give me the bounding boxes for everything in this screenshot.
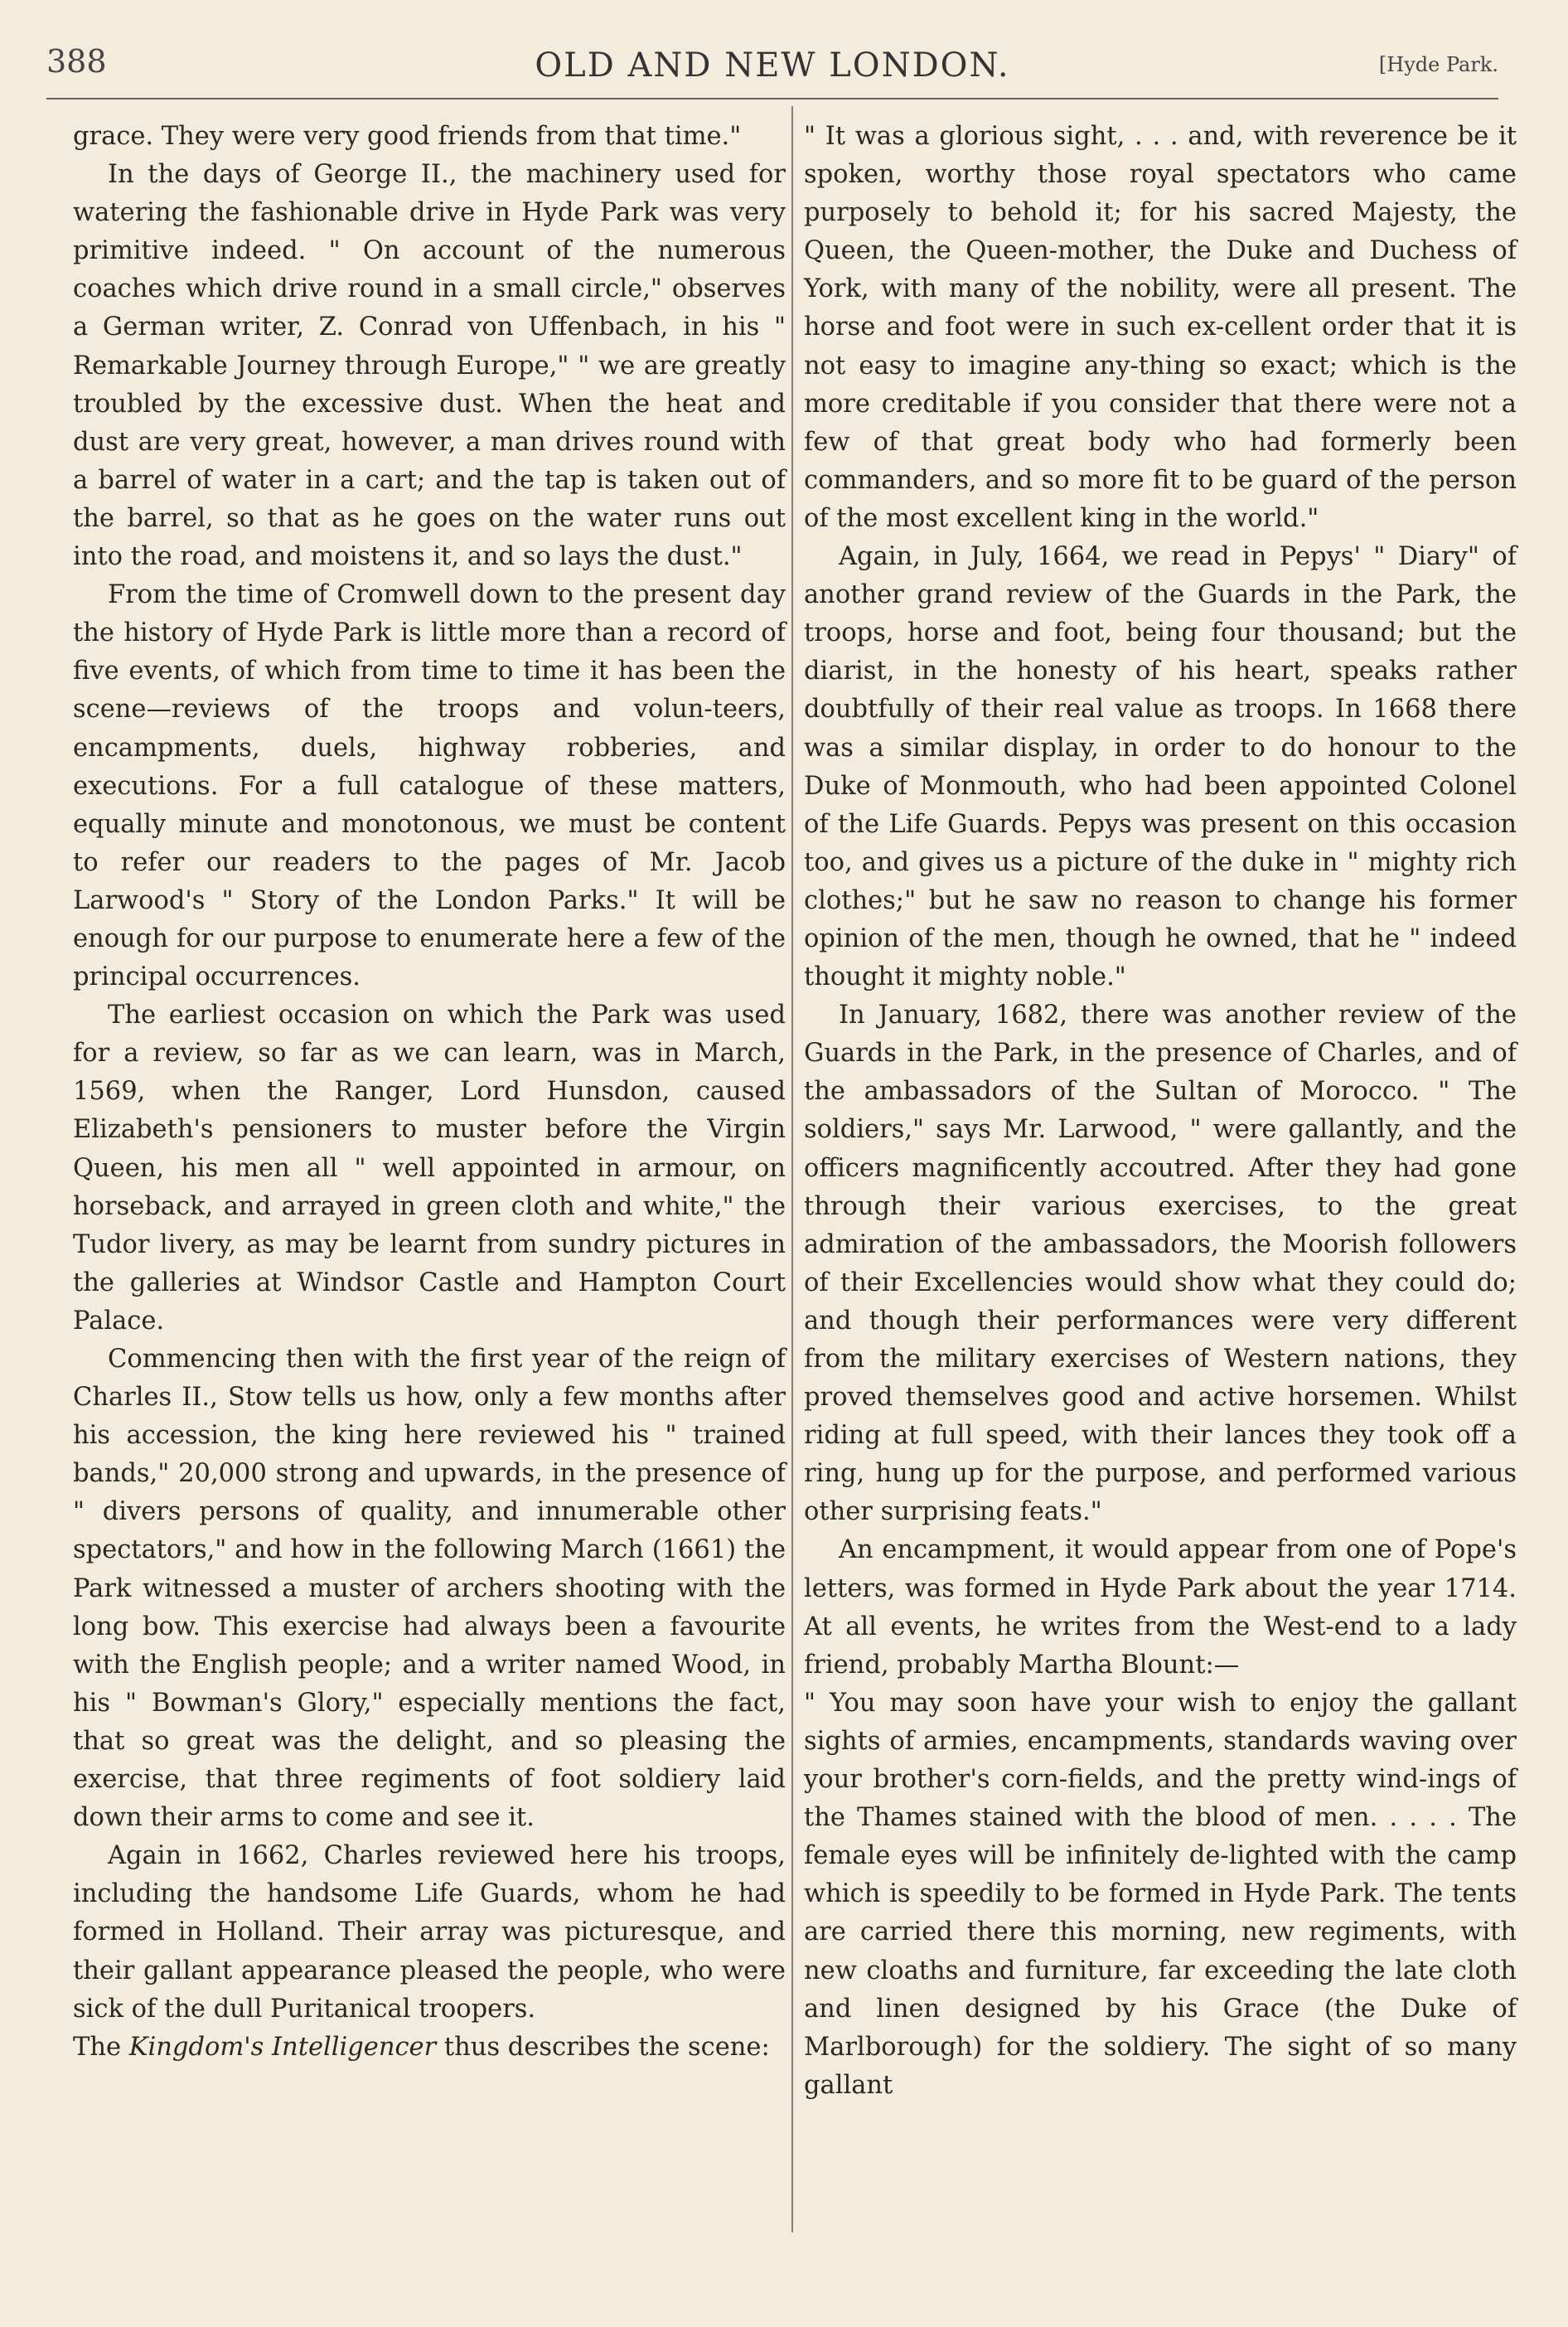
paragraph: Again, in July, 1664, we read in Pepys' " Diary" of another grand review of the Guards in the Park, the troops, horse and foot, being four thousand; but the diarist, in the honesty of his heart, speaks rather doubtfully of their real value as troops. In 1668 there was a similar display, in order to do honour to the Duke of Monmouth, who had been appointed Colonel of the Life Guards. Pepys was present on this occasion too, and gives us a picture of the duke in " mighty rich clothes;" but he saw no reason to change his former opinion of the men, though he owned, that he " indeed thought it mighty noble." xyxy=(804,542,1517,992)
paragraph: " It was a glorious sight, . . . and, with reverence be it spoken, worthy those royal spectators who came purposely to behold it; for his sacred Majesty, the Queen, the Queen-mother, the Duke and Duchess of York, with many of the nobility, were all present. The horse and foot were in such ex-cellent order that it is not easy to imagine any-thing so exact; which is the more creditable if you consider that there were not a few of that great body who had formerly been commanders, and so more fit to be guard of the person of the most excellent king in the world." xyxy=(804,122,1517,533)
left-column xyxy=(73,118,786,2067)
text-fragment: The xyxy=(73,2032,122,2062)
page-number: 388 xyxy=(46,43,107,80)
right-column xyxy=(804,118,1517,2105)
section-label: [Hyde Park. xyxy=(1378,53,1498,76)
running-header xyxy=(46,41,1498,91)
paragraph: " You may soon have your wish to enjoy the gallant sights of armies, encampments, standards waving over your brother's corn-fields, and the pretty wind-ings of the Thames stained with the blood of men. . . . . The female eyes will be infinitely de-lighted with the camp which is speedily to be formed in Hyde Park. The tents are carried there this morning, new regiments, with new cloaths and furniture, far exceeding the late cloth and linen designed by his Grace (the Duke of Marlborough) for the soldiery. The sight of so many gallant xyxy=(804,1688,1517,2100)
paragraph: Commencing then with the first year of the reign of Charles II., Stow tells us how, only a few months after his accession, the king here reviewed his " trained bands," 20,000 strong and upwards, in the presence of " divers persons of quality, and innumerable other spectators," and how in the following March (1661) the Park witnessed a muster of archers shooting with the long bow. This exercise had always been a favourite with the English people; and a writer named Wood, in his " Bowman's Glory," especially mentions the fact, that so great was the delight, and so pleasing the exercise, that three regiments of foot soldiery laid down their arms to come and see it. xyxy=(73,1345,786,1833)
header-rule xyxy=(46,98,1498,99)
paragraph: The earliest occasion on which the Park was used for a review, so far as we can learn, was in March, 1569, when the Ranger, Lord Hunsdon, caused Elizabeth's pensioners to muster before the Virgin Queen, his men all " well appointed in armour, on horseback, and arrayed in green cloth and white," the Tudor livery, as may be learnt from sundry pictures in the galleries at Windsor Castle and Hampton Court Palace. xyxy=(73,1001,786,1336)
column-divider xyxy=(791,106,793,2232)
paragraph: In the days of George II., the machinery used for watering the fashionable drive in Hyde Park was very primitive indeed. " On account of the numerous coaches which drive round in a small circle," observes a German writer, Z. Conrad von Uffenbach, in his " Remarkable Journey through Europe," " we are greatly troubled by the excessive dust. When the heat and dust are very great, however, a man drives round with a barrel of water in a cart; and the tap is taken out of the barrel, so that as he goes on the water runs out into the road, and moistens it, and so lays the dust." xyxy=(73,160,786,572)
paragraph: An encampment, it would appear from one of Pope's letters, was formed in Hyde Park about the year 1714. At all events, he writes from the West-end to a lady friend, probably Martha Blount:— xyxy=(804,1535,1517,1680)
periodical-title: Kingdom's Intelligencer xyxy=(128,2032,437,2062)
running-title: OLD AND NEW LONDON. xyxy=(535,46,1010,85)
paragraph-last-line xyxy=(73,2029,786,2067)
paragraph: Again in 1662, Charles reviewed here his troops, including the handsome Life Guards, whom he had formed in Holland. Their array was picturesque, and their gallant appearance pleased the people, who were sick of the dull Puritanical troopers. xyxy=(73,1841,786,2024)
paragraph: From the time of Cromwell down to the present day the history of Hyde Park is little more than a record of five events, of which from time to time it has been the scene—reviews of the troops and volun-teers, encampments, duels, highway robberies, and executions. For a full catalogue of these matters, equally minute and monotonous, we must be content to refer our readers to the pages of Mr. Jacob Larwood's " Story of the London Parks." It will be enough for our purpose to enumerate here a few of the principal occurrences. xyxy=(73,580,786,992)
text-fragment: thus describes the scene: xyxy=(443,2032,770,2062)
paragraph: In January, 1682, there was another review of the Guards in the Park, in the presence of Charles, and of the ambassadors of the Sultan of Morocco. " The soldiers," says Mr. Larwood, " were gallantly, and the officers magnificently accoutred. After they had gone through their various exercises, to the great admiration of the ambassadors, the Moorish followers of their Excellencies would show what they could do; and though their performances were very different from the military exercises of Western nations, they proved themselves good and active horsemen. Whilst riding at full speed, with their lances they took off a ring, hung up for the purpose, and performed various other surprising feats." xyxy=(804,1001,1517,1527)
paragraph: grace. They were very good friends from that time." xyxy=(73,122,742,151)
